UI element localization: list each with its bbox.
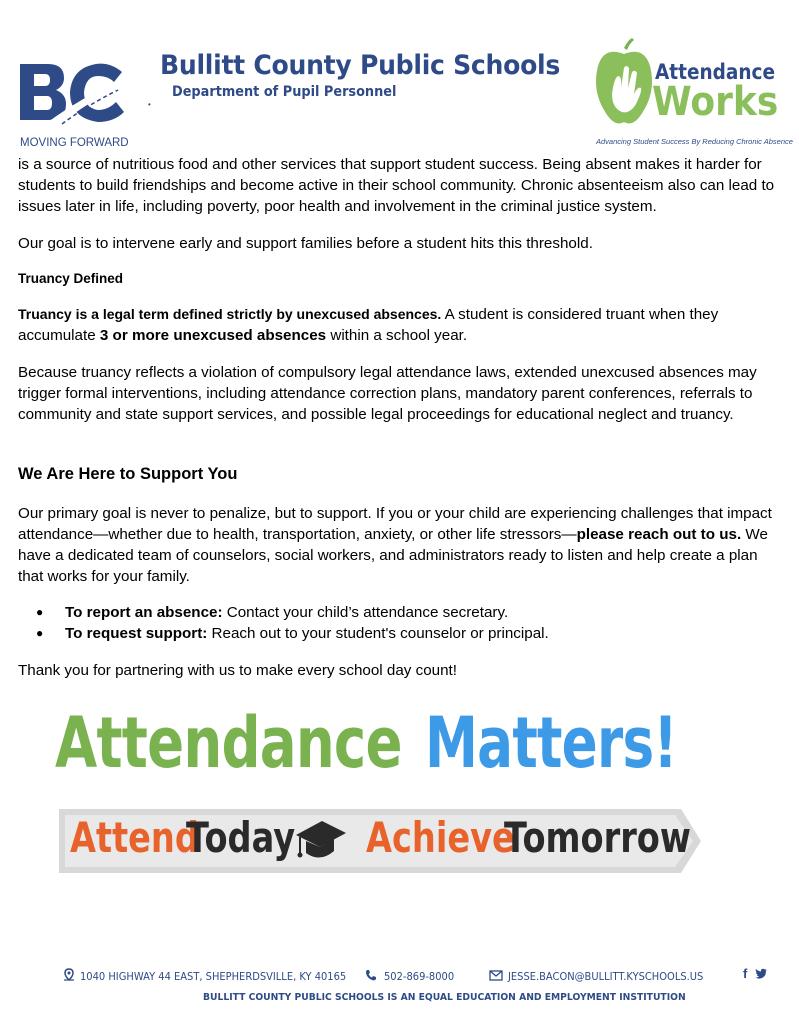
truancy-text-mid: A student is considered truant when they accumulate	[18, 306, 719, 344]
support-text-bold: please reach out to us.	[576, 526, 742, 543]
list-item-label: To request support:	[65, 625, 208, 642]
partner-tagline: Advancing Student Success By Reducing Chronic Absence	[596, 137, 793, 146]
twitter-icon[interactable]	[755, 968, 768, 980]
banner-attend: Attend	[70, 813, 199, 862]
graduation-cap-icon	[292, 817, 348, 863]
location-icon	[62, 968, 76, 982]
truancy-definition-bold: Truancy is a legal term defined strictly by unexcused absences.	[18, 306, 442, 322]
banner-achieve: Achieve	[366, 813, 515, 862]
bc-logo	[18, 60, 130, 152]
support-text-start: Our primary goal is never to penalize, but to support. If you or your child are experiencing challenges that impact attendance—whether due to health, transportation, anxiety, or other life stressors—	[18, 505, 772, 543]
truancy-heading: Truancy Defined	[18, 271, 124, 286]
goal-paragraph: Our goal is to intervene early and support families before a student hits this threshold.	[18, 235, 593, 252]
banner-matters: Matters!	[425, 702, 677, 784]
footer-address: 1040 HIGHWAY 44 EAST, SHEPHERDSVILLE, KY 40165	[80, 970, 347, 983]
truancy-paragraph-2: Because truancy reflects a violation of compulsory legal attendance laws, extended unexcused absences may trigger formal interventions, including attendance correction plans, mandatory parent conferences, referrals to community and state support services, and possible legal proceedings for educational neglect and truancy.	[18, 364, 757, 423]
list-item	[40, 623, 780, 644]
support-list	[40, 602, 780, 644]
support-paragraph	[18, 503, 783, 587]
facebook-icon[interactable]: f	[743, 966, 748, 981]
list-item-text: Reach out to your student's counselor or principal.	[207, 625, 549, 642]
banner-today: Today	[186, 813, 296, 862]
apple-hand-icon	[594, 38, 654, 132]
truancy-paragraph-1	[18, 304, 783, 346]
list-item-text: Contact your child’s attendance secretary.	[222, 604, 509, 621]
footer-email[interactable]: JESSE.BACON@BULLITT.KYSCHOOLS.US	[508, 970, 704, 983]
intro-paragraph: is a source of nutritious food and other services that support student success. Being absent makes it harder for students to build friendships and become active in their school community. Chronic absenteeism also can lead to issues later in life, including poverty, poor health and involvement in the criminal justice system.	[18, 156, 775, 215]
support-heading: We Are Here to Support You	[18, 465, 238, 483]
support-text-end: We have a dedicated team of counselors, social workers, and administrators ready to listen and help create a plan that works for your family.	[18, 526, 768, 585]
list-item	[40, 602, 780, 623]
department-name: Department of Pupil Personnel	[172, 84, 397, 100]
partner-logo-line1: Attendance	[655, 60, 776, 84]
truancy-threshold-bold: 3 or more unexcused absences	[99, 327, 327, 344]
list-item-label: To report an absence:	[65, 604, 223, 621]
bc-logo-tagline: MOVING FORWARD	[20, 137, 129, 149]
phone-icon	[364, 968, 378, 982]
district-name: Bullitt County Public Schools	[160, 50, 561, 81]
footer-equal-opportunity: BULLITT COUNTY PUBLIC SCHOOLS IS AN EQUAL EDUCATION AND EMPLOYMENT INSTITUTION	[203, 992, 686, 1003]
banner-attendance: Attendance	[55, 702, 402, 784]
decorative-dot: •	[148, 100, 151, 109]
truancy-text-end: within a school year.	[326, 327, 468, 344]
email-icon	[489, 968, 503, 982]
banner-tomorrow: Tomorrow	[504, 813, 691, 862]
footer-phone: 502-869-8000	[384, 970, 455, 983]
closing-paragraph: Thank you for partnering with us to make every school day count!	[18, 662, 457, 679]
partner-logo-line2: Works	[652, 79, 779, 125]
